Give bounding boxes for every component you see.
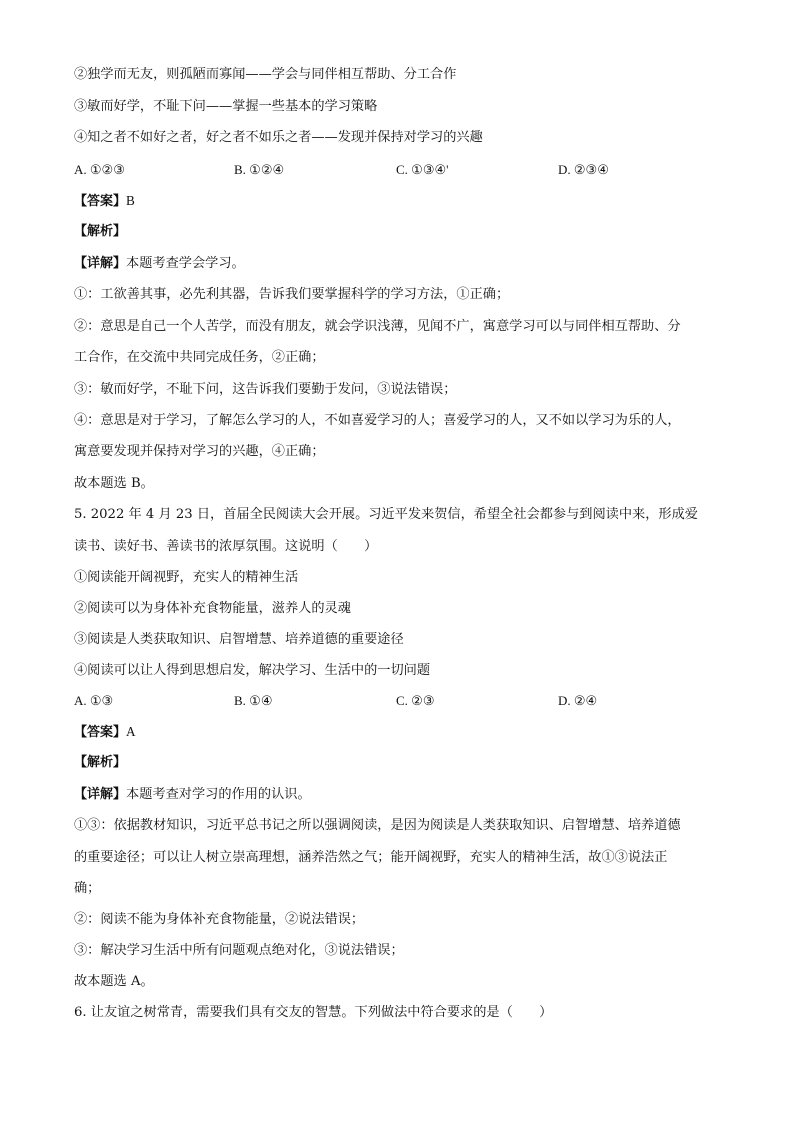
q4-detail — [74, 255, 734, 273]
q5-option-d: D. ②④ — [558, 693, 598, 708]
q5-item-3: ③阅读是人类获取知识、启智增慧、培养道德的重要途径 — [74, 632, 404, 647]
q4-explanation-2: ②：意思是自己一个人苦学，而没有朋友，就会学识浅薄，见闻不广，寓意学习可以与同伴相互帮助、分 — [74, 319, 681, 334]
q4-explanation-3: ③：敏而好学，不耻下问，这告诉我们要勤于发问，③说法错误； — [74, 382, 457, 397]
q5-explanation-3: ③：解决学习生活中所有问题观点绝对化，③说法错误； — [74, 943, 404, 958]
q5-stem-line-1: 5. 2022 年 4 月 23 日，首届全民阅读大会开展。习近平发来贺信，希望全社会都参与到阅读中来，形成爱 — [74, 507, 698, 522]
q5-item-4: ④阅读可以让人得到思想启发，解决学习、生活中的一切问题 — [74, 663, 431, 678]
detail-label: 【详解】 — [74, 256, 127, 271]
q5-options — [74, 692, 734, 710]
q5-stem-line-2: 读书、读好书、善读书的浓厚氛围。这说明（ ） — [74, 539, 378, 554]
analysis-label: 【解析】 — [74, 224, 127, 239]
answer-label: 【答案】 — [74, 194, 127, 209]
q4-conclusion: 故本题选 B。 — [74, 476, 154, 491]
q5-conclusion: 故本题选 A。 — [74, 974, 154, 989]
detail-text: 本题考查对学习的作用的认识。 — [126, 787, 311, 802]
q4-explanation-4-cont: 寓意要发现并保持对学习的兴趣，④正确； — [74, 444, 325, 459]
q4-options — [74, 161, 734, 179]
q4-option-d: D. ②③④ — [558, 162, 609, 177]
q5-detail — [74, 786, 734, 804]
q4-answer — [74, 192, 734, 211]
answer-value: B — [126, 193, 135, 208]
q4-option-a: A. ①②③ — [74, 162, 125, 177]
q5-explanation-1-end: 确； — [74, 881, 101, 896]
q5-item-1: ①阅读能开阔视野，充实人的精神生活 — [74, 570, 299, 585]
answer-label: 【答案】 — [74, 725, 127, 740]
q5-option-a: A. ①③ — [74, 693, 114, 708]
detail-label: 【详解】 — [74, 787, 127, 802]
q4-item-2: ②独学而无友，则孤陋而寡闻——学会与同伴相互帮助、分工合作 — [74, 67, 457, 82]
q4-item-4: ④知之者不如好之者，好之者不如乐之者——发现并保持对学习的兴趣 — [74, 130, 483, 145]
answer-value: A — [126, 724, 136, 739]
q5-explanation-1: ①③：依据教材知识，习近平总书记之所以强调阅读，是因为阅读是人类获取知识、启智增慧、培养道德 — [74, 818, 681, 833]
analysis-label: 【解析】 — [74, 755, 127, 770]
q4-option-b: B. ①②④ — [234, 162, 285, 177]
q4-explanation-1: ①：工欲善其事，必先利其器，告诉我们要掌握科学的学习方法，①正确； — [74, 287, 510, 302]
q4-option-c: C. ①③④' — [396, 162, 449, 177]
q6-stem: 6. 让友谊之树常青，需要我们具有交友的智慧。下列做法中符合要求的是（ ） — [74, 1005, 553, 1020]
q5-answer — [74, 723, 734, 742]
q5-option-c: C. ②③ — [396, 693, 435, 708]
q5-option-b: B. ①④ — [234, 693, 273, 708]
detail-text: 本题考查学会学习。 — [126, 256, 245, 271]
q4-analysis-label — [74, 223, 734, 241]
q4-explanation-2-cont: 工合作，在交流中共同完成任务，②正确； — [74, 350, 325, 365]
q5-analysis-label — [74, 754, 734, 772]
q5-explanation-1-cont: 的重要途径；可以让人树立崇高理想，涵养浩然之气；能开阔视野，充实人的精神生活，故①③说法正 — [74, 850, 668, 865]
q5-explanation-2: ②：阅读不能为身体补充食物能量，②说法错误； — [74, 912, 365, 927]
q4-explanation-4: ④：意思是对于学习，了解怎么学习的人，不如喜爱学习的人；喜爱学习的人，又不如以学习为乐的人， — [74, 413, 681, 428]
q5-item-2: ②阅读可以为身体补充食物能量，滋养人的灵魂 — [74, 601, 351, 616]
q4-item-3: ③敏而好学，不耻下问——掌握一些基本的学习策略 — [74, 99, 378, 114]
